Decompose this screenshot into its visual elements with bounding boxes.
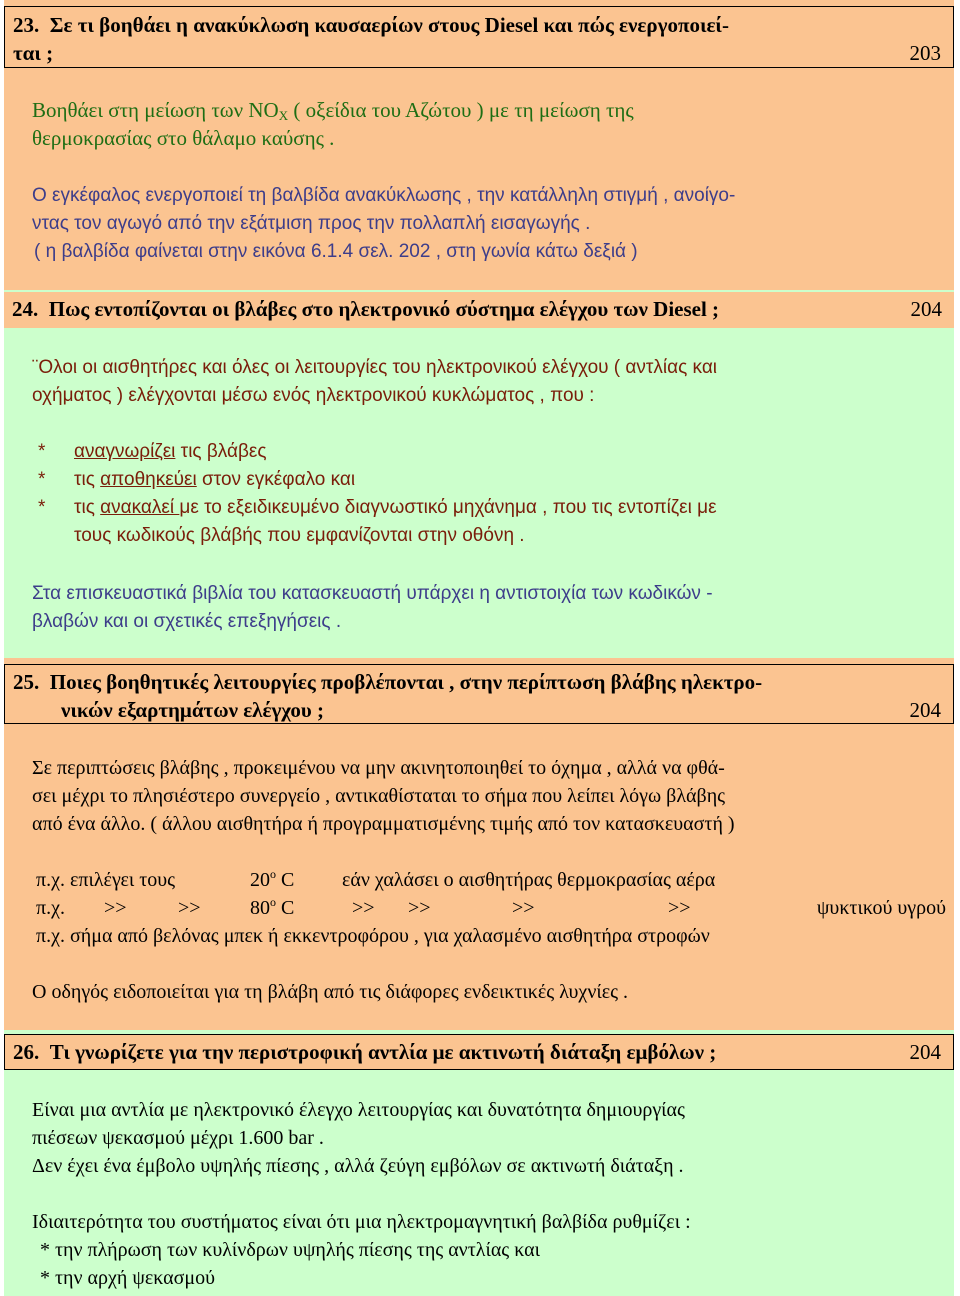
paragraph-24b-line1: Στα επισκευαστικά βιβλία του κατασκευαστή υπάρχει η αντιστοιχία των κωδικών - [32,583,713,604]
paragraph-25-line1: Σε περιπτώσεις βλάβης , προκειμένου να μην ακινητοποιηθεί το όχημα , αλλά να φθά- [32,757,725,779]
question-25-box [4,664,954,724]
example-25-1: π.χ. επιλέγει τους 20$^o$ C εάν χαλάσει ο αισθητήρας θερμοκρασίας αέρα [36,867,716,891]
question-26-box [4,1034,954,1070]
paragraph-26b-line1: Ιδιαιτερότητα του συστήματος είναι ότι μια ηλεκτρομαγνητική βαλβίδα ρυθμίζει : [32,1211,691,1233]
question-24-box [4,292,954,328]
question-23-title-line1 [13,11,729,39]
question-title: Ποιες βοηθητικές λειτουργίες προβλέπονται , στην περίπτωση βλάβης ηλεκτρο- [49,670,763,694]
question-title-cont: ται ; [13,41,54,65]
paragraph-26-line3: Δεν έχει ένα έμβολο υψηλής πίεσης , αλλά ζεύγη εμβόλων σε ακτινωτή διάταξη . [32,1155,684,1177]
bullet-26-1: * την πλήρωση των κυλίνδρων υψηλής πίεσης της αντλίας και [40,1239,540,1261]
question-23-title-line2 [13,39,53,67]
paragraph-23-line3: ( η βαλβίδα φαίνεται στην εικόνα 6.1.4 σελ. 202 , στη γωνία κάτω δεξιά ) [34,241,638,262]
bullet-26-2: * την αρχή ψεκασμού [40,1267,216,1289]
question-number: 24. [12,297,39,321]
bullet-24-3-cont: τους κωδικούς βλάβής που εμφανίζονται στην οθόνη . [74,525,525,546]
question-26-title [13,1038,716,1066]
example-25-3: π.χ. σήμα από βελόνας μπεκ ή εκκεντροφόρου , για χαλασμένο αισθητήρα στροφών [36,925,710,947]
question-title-cont: νικών εξαρτημάτων ελέγχου ; [61,698,325,722]
question-number: 25. [13,670,40,694]
paragraph-24b-line2: βλαβών και οι σχετικές επεξηγήσεις . [32,611,342,632]
page-number: 204 [910,297,942,321]
page-number: 203 [909,41,941,65]
page-number: 204 [909,698,941,722]
example-25-2: π.χ. >> >> 80$^o$ C >> >> >> >> ψυκτικού υγρού [36,895,946,919]
answer-23-line2: θερμοκρασίας στο θάλαμο καύσης . [32,126,335,150]
question-number: 26. [13,1040,40,1064]
paragraph-24-line2: οχήματος ) ελέγχονται μέσω ενός ηλεκτρονικού κυκλώματος , που : [32,385,595,406]
paragraph-25-line3: από ένα άλλο. ( άλλου αισθητήρα ή προγραμματισμένης τιμής από τον κατασκευαστή ) [32,813,735,835]
paragraph-26-line2: πιέσεων ψεκασμού μέχρι 1.600 bar . [32,1127,324,1149]
paragraph-25-line2: σει μέχρι το πλησιέστερο συνεργείο , αντικαθίσταται το σήμα που λείπει λόγω βλάβης [32,785,726,807]
page-number: 204 [909,1040,941,1064]
question-24-title [12,295,719,323]
bullet-24-3: * τις ανακαλεί με το εξειδικευμένο διαγνωστικό μηχάνημα , που τις εντοπίζει με [38,497,717,518]
paragraph-23-line1: Ο εγκέφαλος ενεργοποιεί τη βαλβίδα ανακύκλωσης , την κατάλληλη στιγμή , ανοίγο- [32,185,736,206]
paragraph-25b: Ο οδηγός ειδοποιείται για τη βλάβη από τις διάφορες ενδεικτικές λυχνίες . [32,981,629,1003]
question-23-box [4,6,954,68]
answer-23-line1: Βοηθάει στη μείωση των $NO_X$ ( οξείδια του Αζώτου ) με τη μείωση της [32,98,634,123]
paragraph-24-line1: ¨Ολοι οι αισθητήρες και όλες οι λειτουργίες του ηλεκτρονικού ελέγχου ( αντλίας και [32,357,718,378]
paragraph-26-line1: Είναι μια αντλία με ηλεκτρονικό έλεγχο λειτουργίας και δυνατότητα δημιουργίας [32,1099,685,1121]
question-title: Πως εντοπίζονται οι βλάβες στο ηλεκτρονικό σύστημα ελέγχου των Diesel ; [48,297,720,321]
question-25-title-line2 [61,696,324,724]
bullet-24-2: * τις αποθηκεύει στον εγκέφαλο και [38,469,356,490]
question-25-title-line1 [13,668,762,696]
question-title: Σε τι βοηθάει η ανακύκλωση καυσαερίων στους Diesel και πώς ενεργοποιεί- [49,13,729,37]
question-title: Τι γνωρίζετε για την περιστροφική αντλία με ακτινωτή διάταξη εμβόλων ; [49,1040,717,1064]
paragraph-23-line2: ντας τον αγωγό από την εξάτμιση προς την πολλαπλή εισαγωγής . [32,213,591,234]
bullet-24-1: * αναγνωρίζει τις βλάβες [38,441,267,462]
question-number: 23. [13,13,40,37]
